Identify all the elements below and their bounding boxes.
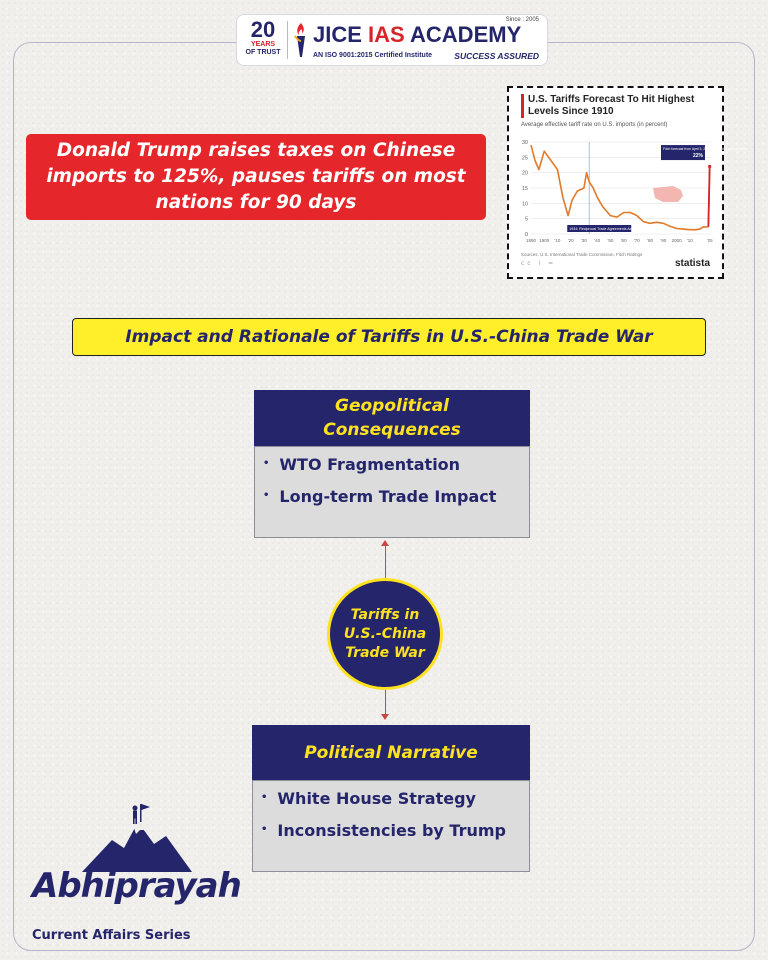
chart-source: Sources: U.S. International Trade Commission, Fitch Ratings <box>521 252 643 257</box>
statista-logo: statista <box>674 258 710 269</box>
tagline: SUCCESS ASSURED <box>454 51 539 61</box>
list-item <box>263 455 460 474</box>
chart-subtitle: Average effective tariff rate on U.S. imports (in percent) <box>521 122 668 128</box>
list-item <box>261 821 506 840</box>
logo-divider <box>287 21 288 59</box>
forecast-segment <box>708 167 709 227</box>
headline-banner <box>26 134 486 220</box>
years-number: 20 <box>250 17 276 42</box>
x-tick-label: '60 <box>620 238 627 243</box>
x-tick-label: '10 <box>554 238 561 243</box>
y-tick-label: 30 <box>521 140 528 146</box>
chart-title: U.S. Tariffs Forecast To Hit Highest Levels Since 1910 <box>521 94 708 118</box>
series-label: Current Affairs Series <box>32 928 191 943</box>
torch-icon <box>293 21 309 59</box>
x-tick-label: '90 <box>660 238 667 243</box>
years-text: YEARS <box>250 41 276 48</box>
bullet-icon: • <box>261 792 268 803</box>
list-item-text: WTO Fragmentation <box>279 455 461 474</box>
political-box-body <box>252 780 530 872</box>
brand-part-2: IAS <box>368 22 411 47</box>
section-title-text: Impact and Rationale of Tariffs in U.S.-China Trade War <box>125 327 653 347</box>
x-tick-label: '10 <box>686 238 693 243</box>
since-label: Since : 2005 <box>505 17 539 23</box>
geopolitical-box-header <box>254 390 530 446</box>
x-tick-label: 2000 <box>671 238 682 243</box>
y-tick-label: 0 <box>524 232 528 238</box>
share-icons: cc i = <box>521 260 557 267</box>
x-tick-label: '50 <box>607 238 614 243</box>
geopolitical-box-title: Geopolitical Consequences <box>323 396 461 440</box>
brand-part-3: ACADEMY <box>410 22 522 47</box>
y-tick-label: 20 <box>521 170 528 177</box>
x-tick-label: 1890 <box>525 238 537 243</box>
hub-text: Tariffs in U.S.-China Trade War <box>343 606 427 661</box>
list-item-text: Inconsistencies by Trump <box>277 821 506 840</box>
academy-logo <box>236 14 548 66</box>
y-tick-label: 15 <box>521 186 528 192</box>
forecast-annotation-text: Fitch forecast from April 3, 2025 for the full year of 2025: <box>663 147 748 152</box>
list-item <box>263 487 496 506</box>
x-tick-label: '25 <box>706 238 713 243</box>
political-box-header <box>252 725 530 780</box>
y-tick-label: 25 <box>521 155 528 162</box>
abhiprayah-brand: Abhiprayah <box>32 866 241 906</box>
section-title <box>72 318 706 356</box>
x-tick-label: '70 <box>633 238 640 243</box>
y-tick-label: 10 <box>521 201 528 208</box>
tariff-line-chart <box>513 136 748 248</box>
geopolitical-box-body <box>254 446 530 538</box>
x-tick-label: '40 <box>594 238 601 243</box>
bullet-icon: • <box>261 824 268 835</box>
list-item-text: Long-term Trade Impact <box>279 487 497 506</box>
headline-text: Donald Trump raises taxes on Chinese imports to 125%, pauses tariffs on most nations for 90 days <box>46 140 466 213</box>
list-item <box>261 789 476 808</box>
arrow-down-icon <box>381 714 389 720</box>
political-box-title: Political Narrative <box>304 742 478 763</box>
mountain-climber-icon <box>82 800 192 872</box>
x-tick-label: '30 <box>581 238 587 243</box>
tariff-chart-card <box>507 86 748 279</box>
brand-part-1: JICE <box>313 22 369 47</box>
x-tick-label: '20 <box>567 238 574 243</box>
x-tick-label: 1900 <box>539 238 550 243</box>
event-annotation-text: 1934: Reciprocal Trade Agreements Act <box>569 227 633 231</box>
us-map-icon <box>653 186 683 202</box>
y-tick-label: 5 <box>524 216 528 223</box>
trust-text: OF TRUST <box>245 49 281 56</box>
forecast-annotation-value: 22% <box>692 153 703 160</box>
central-hub <box>327 578 443 690</box>
x-tick-label: '80 <box>647 238 654 243</box>
forecast-point <box>708 165 711 168</box>
bullet-icon: • <box>263 458 270 469</box>
connector-bottom <box>385 690 386 716</box>
iso-label: AN ISO 9001:2015 Certified Institute <box>313 52 433 59</box>
years-badge <box>243 19 283 57</box>
connector-top <box>385 546 386 578</box>
bullet-icon: • <box>263 490 270 501</box>
brand-name <box>313 23 521 47</box>
list-item-text: White House Strategy <box>277 789 476 808</box>
